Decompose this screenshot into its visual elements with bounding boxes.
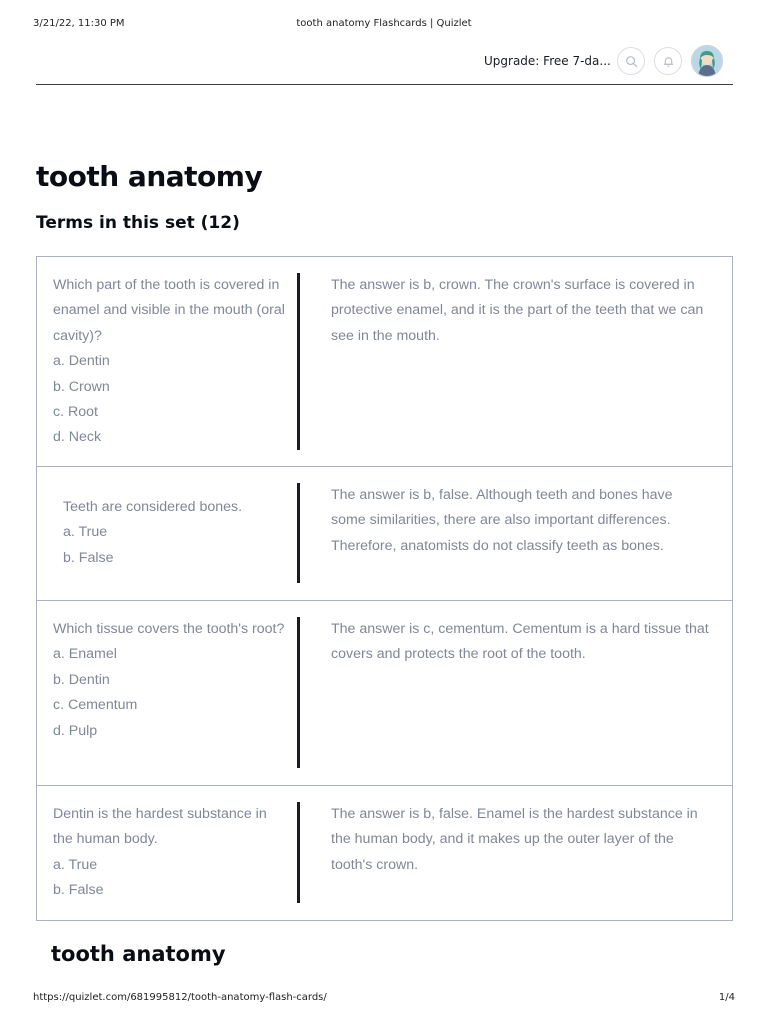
flashcard-row [37,786,732,921]
top-navigation-bar [36,44,733,85]
upgrade-link[interactable]: Upgrade: Free 7-da... [484,54,611,68]
print-url: https://quizlet.com/681995812/tooth-anatomy-flash-cards/ [33,992,327,1003]
set-title: tooth anatomy [36,160,263,193]
flashcard-row [37,257,732,467]
user-avatar[interactable] [691,45,723,77]
card-definition: The answer is b, crown. The crown's surface is covered in protective enamel, and it is the part of the teeth that we can see in the mouth. [331,277,704,344]
flashcard-row [37,467,732,601]
card-divider [297,483,300,583]
card-term: Teeth are considered bones. a. True b. False [63,499,243,566]
card-divider [297,273,300,450]
print-datetime: 3/21/22, 11:30 PM [33,18,125,29]
card-term: Which tissue covers the tooth's root? a. Enamel b. Dentin c. Cementum d. Pulp [53,621,285,739]
notifications-button[interactable] [654,47,682,75]
print-page-title: tooth anatomy Flashcards | Quizlet [296,18,472,29]
card-definition: The answer is b, false. Although teeth and bones have some similarities, there are also important differences. Therefore, anatomists do not classify teeth as bones. [331,487,673,554]
card-term: Dentin is the hardest substance in the human body. a. True b. False [53,806,267,899]
print-footer [0,992,768,1006]
print-page-number: 1/4 [718,992,735,1003]
card-divider [297,617,300,768]
flashcard-row [37,601,732,786]
bell-icon [662,55,675,68]
search-icon [625,55,638,68]
flashcard-list [36,256,733,921]
avatar-icon [692,46,722,76]
section-title: tooth anatomy [51,942,226,966]
card-definition: The answer is b, false. Enamel is the hardest substance in the human body, and it makes up the outer layer of the tooth's crown. [331,806,698,873]
print-header [0,18,768,32]
card-divider [297,802,300,903]
card-definition: The answer is c, cementum. Cementum is a hard tissue that covers and protects the root of the tooth. [331,621,709,663]
search-button[interactable] [617,47,645,75]
terms-heading: Terms in this set (12) [36,213,240,233]
card-term: Which part of the tooth is covered in enamel and visible in the mouth (oral cavity)? a. Dentin b. Crown c. Root d. Neck [53,277,285,446]
